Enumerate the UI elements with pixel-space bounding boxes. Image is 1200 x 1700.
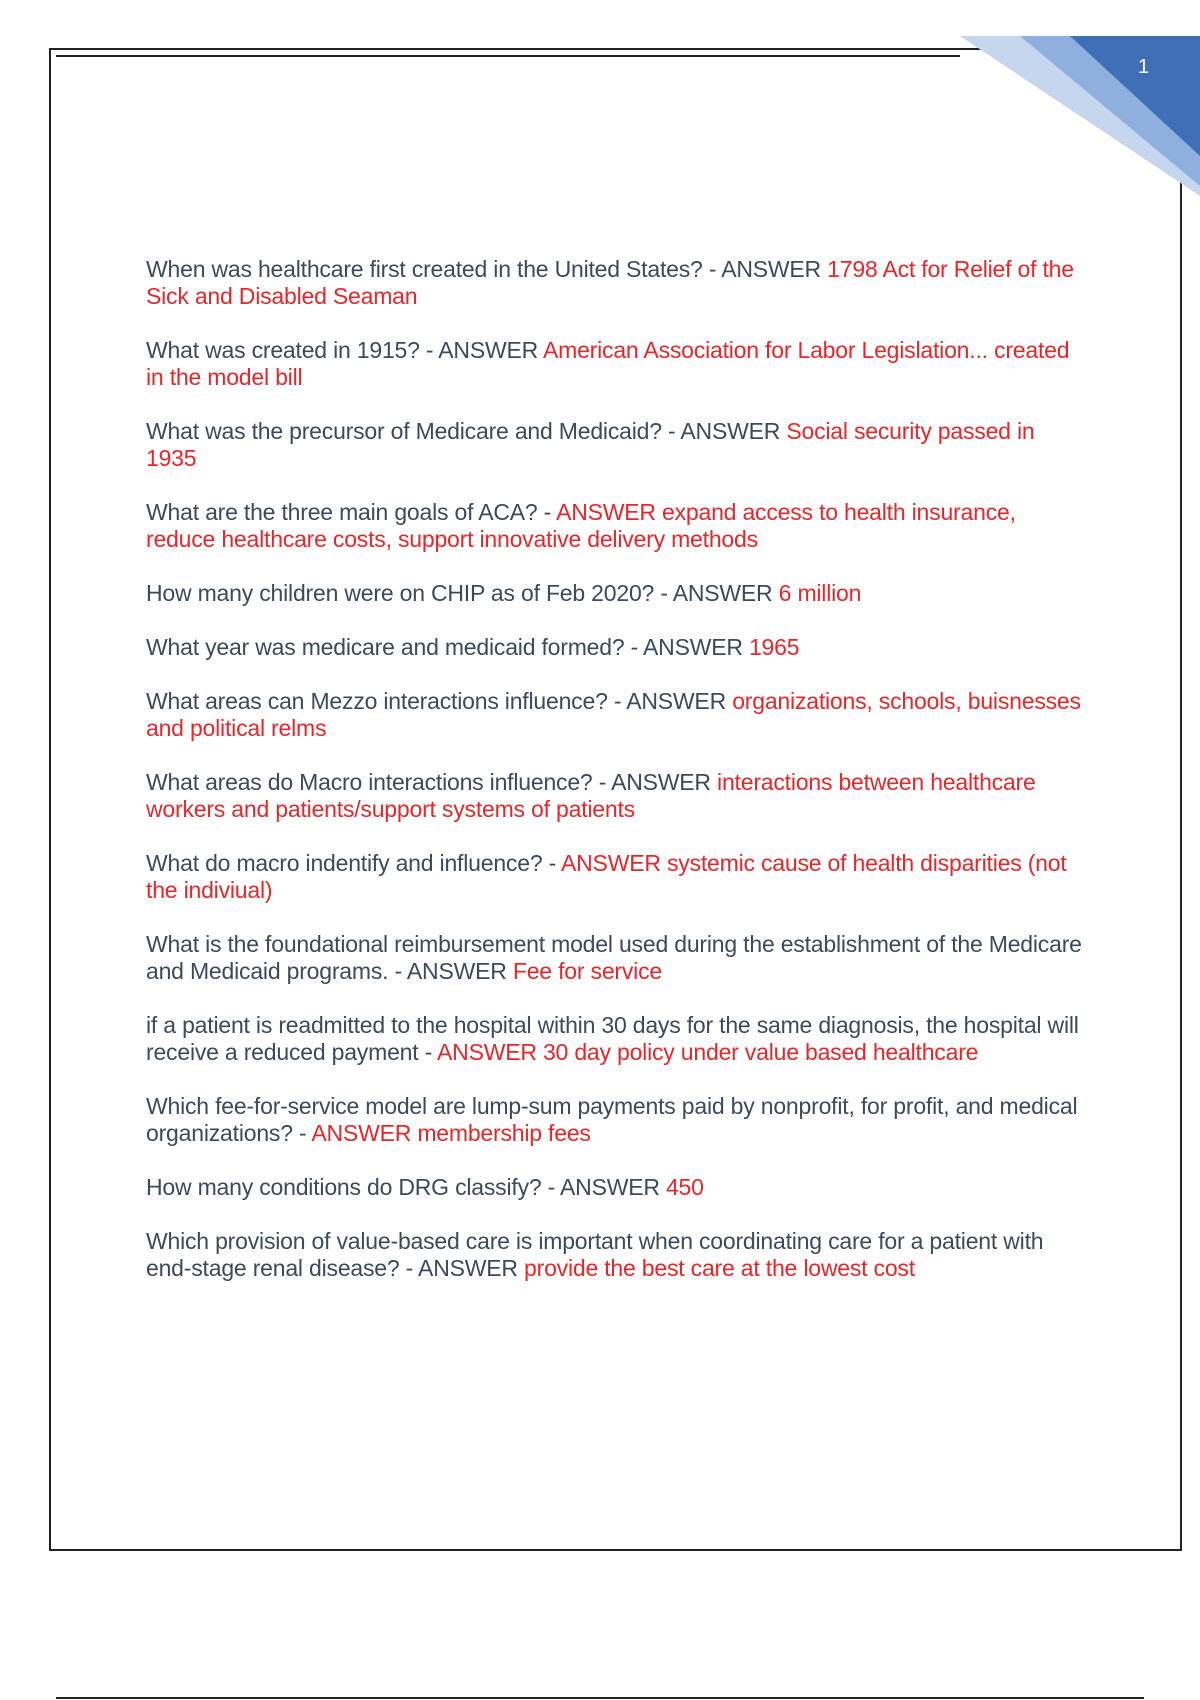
qa-item [146,499,1086,553]
answer-text: American Association for Labor Legislation... created in the model bill [146,337,1070,390]
qa-item [146,850,1086,904]
qa-item [146,1012,1086,1066]
answer-text: organizations, schools, buisnesses and political relms [146,688,1081,741]
qa-item [146,418,1086,472]
qa-item [146,256,1086,310]
question-text: What areas do Macro interactions influence? - ANSWER [146,769,718,795]
answer-text: 1798 Act for Relief of the Sick and Disabled Seaman [146,256,1074,309]
header-rule [56,55,960,57]
qa-item [146,580,1086,607]
qa-item [146,1228,1086,1282]
qa-item [146,769,1086,823]
question-text: How many children were on CHIP as of Feb 2020? - ANSWER [146,580,779,606]
answer-text: interactions between healthcare workers and patients/support systems of patients [146,769,1036,822]
answer-text: ANSWER 30 day policy under value based healthcare [437,1039,979,1065]
answer-text: ANSWER systemic cause of health disparities (not the indiviual) [146,850,1067,903]
qa-item [146,688,1086,742]
question-text: What year was medicare and medicaid formed? - ANSWER [146,634,749,660]
question-text: What was the precursor of Medicare and Medicaid? - ANSWER [146,418,787,444]
qa-list [146,256,1086,1309]
qa-item [146,1174,1086,1201]
question-text: What was created in 1915? - ANSWER [146,337,543,363]
question-text: What do macro indentify and influence? - [146,850,561,876]
answer-text: provide the best care at the lowest cost [524,1255,915,1281]
question-text: How many conditions do DRG classify? - ANSWER [146,1174,666,1200]
answer-text: 6 million [778,580,862,606]
question-text: What is the foundational reimbursement model used during the establishment of the Medicare and Medicaid programs. - ANSWER [146,931,1082,984]
answer-text: ANSWER membership fees [311,1120,591,1146]
page-number: 1 [1138,56,1150,78]
corner-decoration [960,36,1200,196]
qa-item [146,931,1086,985]
qa-item [146,337,1086,391]
question-text: What areas can Mezzo interactions influence? - ANSWER [146,688,733,714]
answer-text: Fee for service [512,958,662,984]
footer-rule [56,1697,1144,1699]
question-text: Which provision of value-based care is important when coordinating care for a patient with end-stage renal disease? - ANSWER [146,1228,1044,1281]
qa-item [146,1093,1086,1147]
answer-text: ANSWER expand access to health insurance, reduce healthcare costs, support innovative delivery methods [146,499,1016,552]
question-text: What are the three main goals of ACA? - [146,499,557,525]
qa-item [146,634,1086,661]
answer-text: 1965 [748,634,800,660]
question-text: When was healthcare first created in the United States? - ANSWER [146,256,828,282]
answer-text: Social security passed in 1935 [146,418,1035,471]
question-text: if a patient is readmitted to the hospital within 30 days for the same diagnosis, the hospital will receive a reduced payment - [146,1012,1079,1065]
question-text: Which fee-for-service model are lump-sum payments paid by nonprofit, for profit, and medical organizations? - [146,1093,1078,1146]
answer-text: 450 [665,1174,704,1200]
